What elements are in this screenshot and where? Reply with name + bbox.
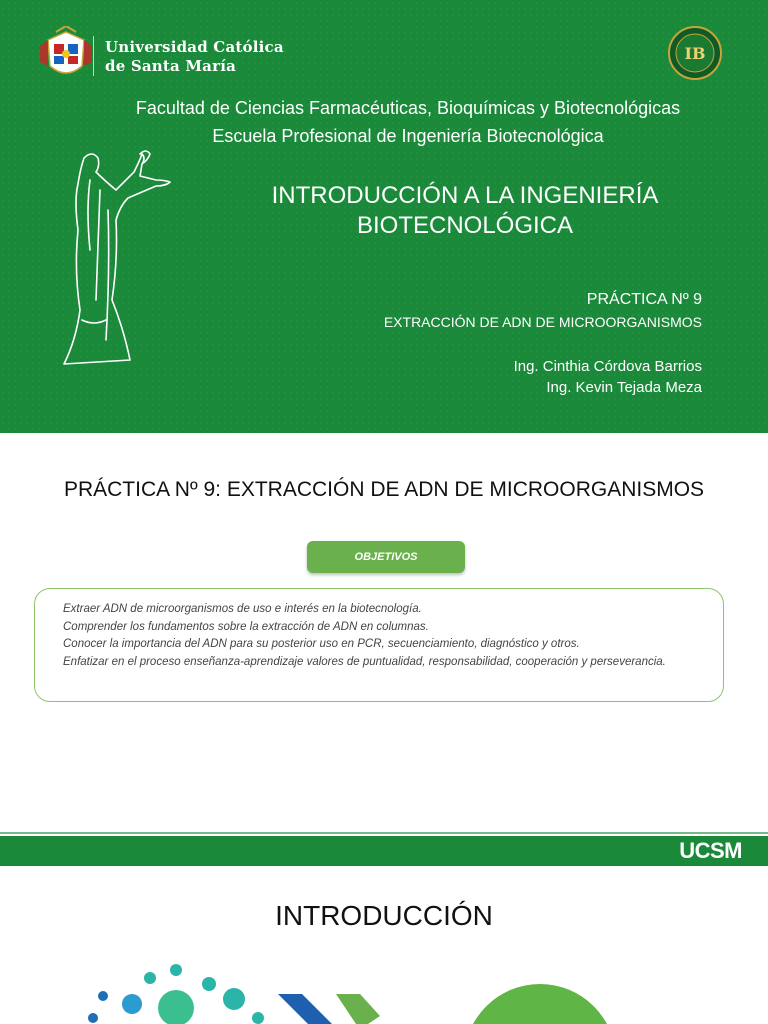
practice-number: PRÁCTICA Nº 9 bbox=[586, 291, 702, 308]
dot-icon bbox=[170, 964, 182, 976]
author-1: Ing. Cinthia Córdova Barrios bbox=[513, 358, 702, 375]
slide3-title: INTRODUCCIÓN bbox=[275, 900, 493, 931]
objective-item: Extraer ADN de microorganismos de uso e interés en la biotecnología. bbox=[63, 603, 422, 615]
practice-subtitle: EXTRACCIÓN DE ADN DE MICROORGANISMOS bbox=[383, 314, 702, 330]
ucsm-logo-text: UCSM bbox=[679, 838, 742, 863]
objective-item: Enfatizar en el proceso enseñanza-aprendizaje valores de puntualidad, responsabilidad, cooperación y perseverancia. bbox=[63, 655, 666, 668]
dot-icon bbox=[98, 991, 108, 1001]
green-circle-icon bbox=[464, 984, 616, 1024]
objectives-button[interactable]: OBJETIVOS bbox=[307, 541, 465, 573]
school-name: Escuela Profesional de Ingeniería Biotecnológica bbox=[212, 126, 604, 146]
school-badge-icon bbox=[668, 26, 722, 80]
dot-icon bbox=[88, 1013, 98, 1023]
dot-icon bbox=[223, 988, 245, 1010]
objectives-box bbox=[34, 588, 724, 702]
chevron-green-icon bbox=[336, 994, 380, 1024]
objective-item: Conocer la importancia del ADN para su posterior uso en PCR, secuenciamiento, diagnóstico y otros. bbox=[63, 638, 580, 650]
course-title-line1: INTRODUCCIÓN A LA INGENIERÍA bbox=[271, 182, 659, 209]
chevron-blue-icon bbox=[278, 994, 332, 1024]
dot-icon bbox=[252, 1012, 264, 1024]
objective-item: Comprender los fundamentos sobre la extracción de ADN en columnas. bbox=[63, 620, 429, 633]
logo-divider bbox=[93, 36, 94, 76]
faculty-name: Facultad de Ciencias Farmacéuticas, Bioquímicas y Biotecnológicas bbox=[135, 98, 681, 118]
slide2-title: PRÁCTICA Nº 9: EXTRACCIÓN DE ADN DE MICROORGANISMOS bbox=[63, 478, 705, 501]
footer-bar-accent bbox=[0, 832, 768, 834]
badge-initials: IB bbox=[684, 44, 706, 63]
footer-bar bbox=[0, 836, 768, 866]
dot-icon bbox=[122, 994, 142, 1014]
course-title-line2: BIOTECNOLÓGICA bbox=[356, 212, 574, 239]
cover-slide bbox=[0, 0, 768, 433]
university-crest-icon bbox=[36, 26, 96, 86]
dot-icon bbox=[144, 972, 156, 984]
university-name-line1: Universidad Católica bbox=[105, 38, 284, 56]
author-2: Ing. Kevin Tejada Meza bbox=[546, 379, 702, 396]
dot-icon bbox=[202, 977, 216, 991]
university-name-line2: de Santa María bbox=[105, 57, 237, 75]
dot-icon bbox=[158, 990, 194, 1024]
decorative-dots-graphic bbox=[0, 950, 768, 1024]
statue-figure-icon bbox=[56, 150, 186, 370]
